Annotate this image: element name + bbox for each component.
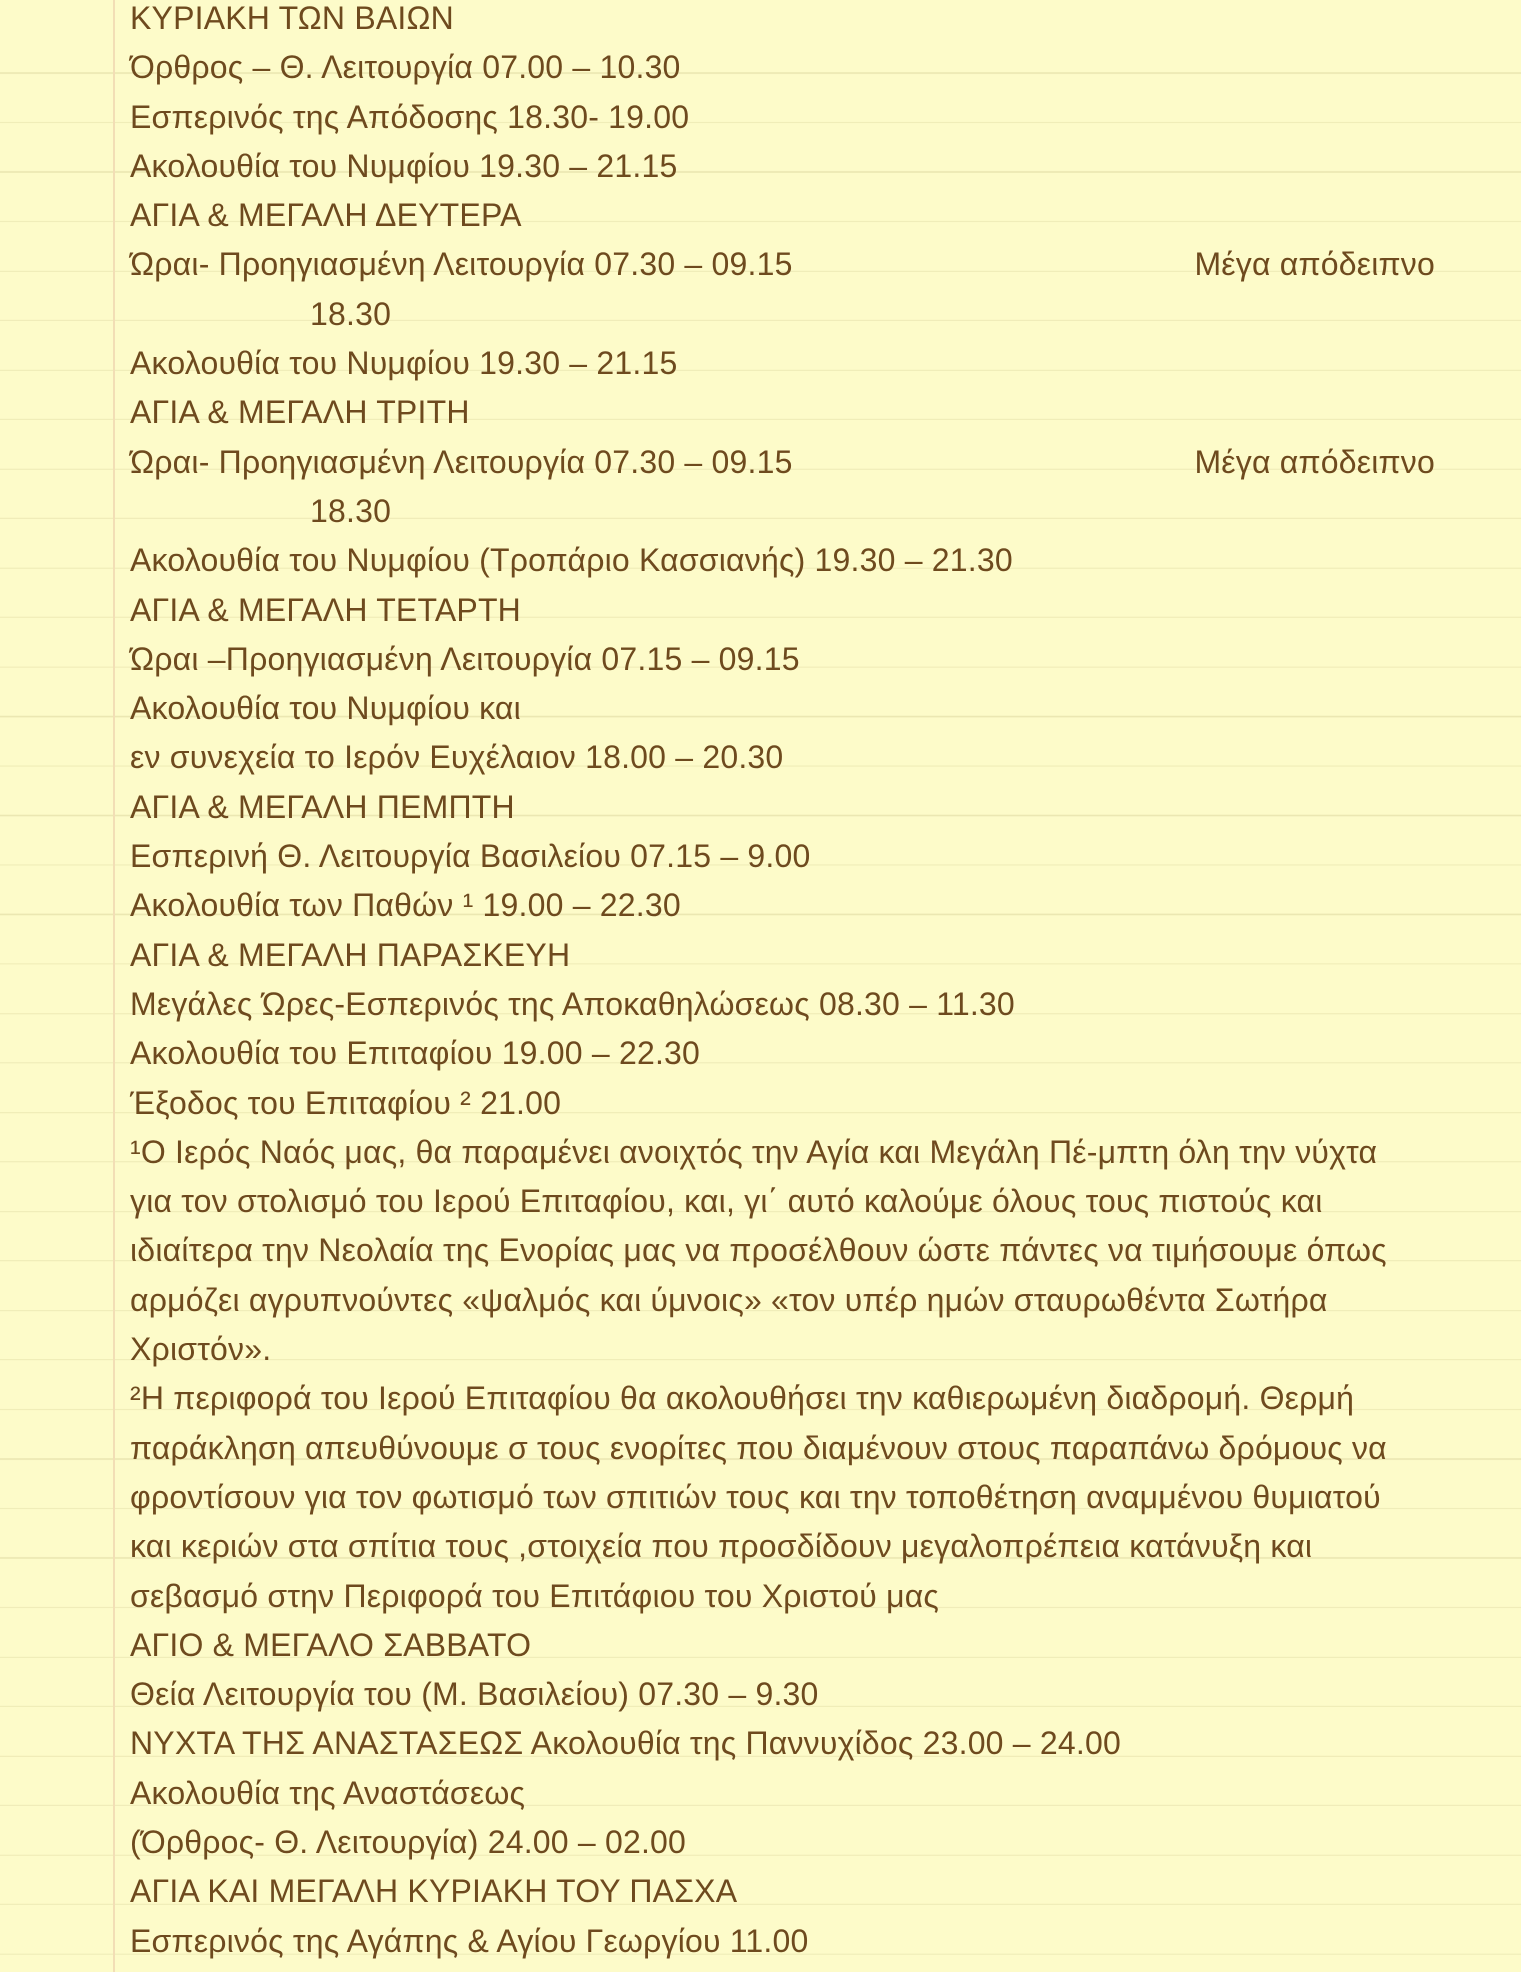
heading-palm-sunday: ΚΥΡΙΑΚΗ ΤΩΝ ΒΑΙΩΝ [130,0,454,36]
service-right-text: Μέγα απόδειπνο [1194,246,1435,283]
service-line: εν συνεχεία το Ιερόν Ευχέλαιον 18.00 – 20.30 [130,739,784,776]
document-body [130,0,1435,1966]
footnote-2-line: και κεριών στα σπίτια τους ,στοιχεία που προσδίδουν μεγαλοπρέπεια κατάνυξη και [130,1528,1313,1565]
footnote-2-line: ²Η περιφορά του Ιερού Επιταφίου θα ακολουθήσει την καθιερωμένη διαδρομή. Θερμή [130,1380,1355,1417]
service-line [130,240,1435,289]
heading-holy-saturday: ΑΓΙΟ & ΜΕΓΑΛΟ ΣΑΒΒΑΤΟ [130,1626,532,1663]
heading-holy-monday: ΑΓΙΑ & ΜΕΓΑΛΗ ΔΕΥΤΕΡΑ [130,197,522,234]
service-line: Ώραι –Προηγιασμένη Λειτουργία 07.15 – 09.15 [130,640,800,677]
heading-easter-sunday: ΑΓΙΑ ΚΑΙ ΜΕΓΑΛΗ ΚΥΡΙΑΚΗ ΤΟΥ ΠΑΣΧΑ [130,1873,738,1910]
service-line: Εσπερινή Θ. Λειτουργία Βασιλείου 07.15 – 9.00 [130,838,811,875]
footnote-1-line: για τον στολισμό του Ιερού Επιταφίου, και, γι΄ αυτό καλούμε όλους τους πιστούς και [130,1183,1323,1220]
service-time: 18.30 [310,492,392,529]
heading-holy-friday: ΑΓΙΑ & ΜΕΓΑΛΗ ΠΑΡΑΣΚΕΥΗ [130,936,571,973]
service-line: Εσπερινός της Απόδοσης 18.30- 19.00 [130,98,690,135]
service-line: Ακολουθία του Νυμφίου 19.30 – 21.15 [130,147,678,184]
service-line: Ακολουθία του Νυμφίου (Τροπάριο Κασσιανής) 19.30 – 21.30 [130,542,1013,579]
service-line: Ακολουθία του Νυμφίου 19.30 – 21.15 [130,345,678,382]
footnote-2-line: σεβασμό στην Περιφορά του Επιτάφιου του Χριστού μας [130,1577,940,1614]
service-text: Ώραι- Προηγιασμένη Λειτουργία 07.30 – 09.15 [130,246,793,283]
service-time: 18.30 [310,295,392,332]
service-right-text: Μέγα απόδειπνο [1194,443,1435,480]
footnote-2-line: παράκληση απευθύνουμε σ τους ενορίτες που διαμένουν στους παραπάνω δρόμους να [130,1429,1387,1466]
service-line: ΝΥΧΤΑ ΤΗΣ ΑΝΑΣΤΑΣΕΩΣ Ακολουθία της Παννυχίδος 23.00 – 24.00 [130,1725,1121,1762]
service-line: Έξοδος του Επιταφίου ² 21.00 [130,1084,562,1121]
service-line: Ακολουθία των Παθών ¹ 19.00 – 22.30 [130,887,681,924]
footnote-1-line: ¹Ο Ιερός Ναός μας, θα παραμένει ανοιχτός την Αγία και Μεγάλη Πέ-μπτη όλη την νύχτα [130,1133,1378,1170]
service-line: Ακολουθία της Αναστάσεως [130,1774,526,1811]
heading-holy-wednesday: ΑΓΙΑ & ΜΕΓΑΛΗ ΤΕΤΑΡΤΗ [130,591,521,628]
footnote-1-line: ιδιαίτερα την Νεολαία της Ενορίας μας να προσέλθουν ώστε πάντες να τιμήσουμε όπως [130,1232,1387,1269]
service-line: Ακολουθία του Νυμφίου και [130,690,521,727]
service-text: Ώραι- Προηγιασμένη Λειτουργία 07.30 – 09.15 [130,443,793,480]
heading-holy-thursday: ΑΓΙΑ & ΜΕΓΑΛΗ ΠΕΜΠΤΗ [130,788,515,825]
footnote-1-line: αρμόζει αγρυπνούντες «ψαλμός και ύμνοις» «τον υπέρ ημών σταυρωθέντα Σωτήρα [130,1281,1328,1318]
service-line: Θεία Λειτουργία του (Μ. Βασιλείου) 07.30 – 9.30 [130,1676,819,1713]
service-line: Εσπερινός της Αγάπης & Αγίου Γεωργίου 11.00 [130,1922,809,1959]
footnote-1-line: Χριστόν». [130,1331,272,1368]
service-line: Όρθρος – Θ. Λειτουργία 07.00 – 10.30 [130,49,681,86]
service-line [130,438,1435,487]
service-line: (Όρθρος- Θ. Λειτουργία) 24.00 – 02.00 [130,1823,687,1860]
service-line: Ακολουθία του Επιταφίου 19.00 – 22.30 [130,1035,701,1072]
footnote-2-line: φροντίσουν για τον φωτισμό των σπιτιών τους και την τοποθέτηση αναμμένου θυμιατού [130,1478,1381,1515]
heading-holy-tuesday: ΑΓΙΑ & ΜΕΓΑΛΗ ΤΡΙΤΗ [130,394,470,431]
service-line: Μεγάλες Ώρες-Εσπερινός της Αποκαθηλώσεως 08.30 – 11.30 [130,985,1015,1022]
notepad-margin-line [113,0,115,1972]
